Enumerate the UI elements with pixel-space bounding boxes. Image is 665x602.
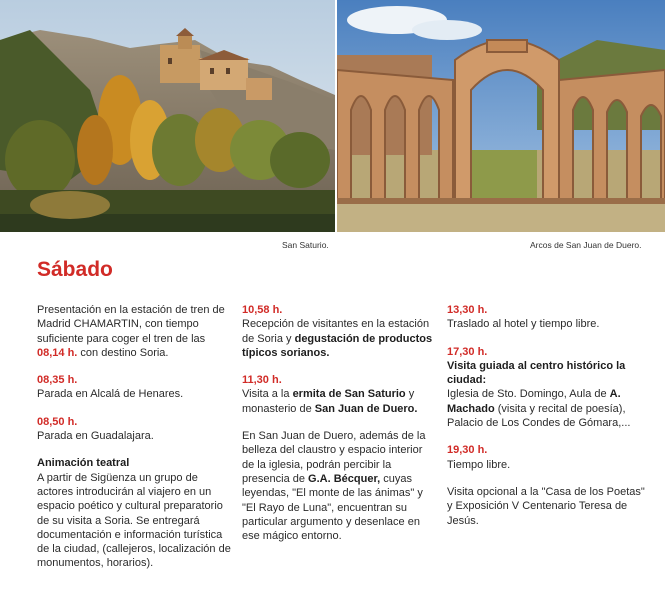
schedule-item — [37, 303, 232, 360]
schedule-text: A partir de Sigüenza un grupo de actores introducirán al viajero en un espacio poético y cultural preparatorio de su visita a Soria. Se entregará documentación e información turística de la ciudad, (callejeros, localización de monumentos, horarios). — [37, 471, 231, 570]
time-label: 08,14 h. — [37, 346, 78, 359]
text-segment: Recepción de visitantes en la estación de Soria y — [242, 318, 430, 345]
text-emphasis: A. Machado — [447, 388, 621, 415]
text-segment: Presentación en la estación de tren de Madrid CHAMARTIN, con tiempo suficiente para coger el tren de las — [37, 304, 225, 345]
san-saturio-photo — [0, 0, 335, 232]
time-label: 08,50 h. — [37, 415, 78, 428]
schedule-text — [37, 303, 232, 360]
schedule-column-1 — [37, 303, 232, 584]
schedule-item — [242, 373, 437, 416]
text-segment: (visita y recital de poesía), Palacio de Los Condes de Gómara,... — [447, 402, 631, 430]
text-emphasis: degustación de productos típicos sorianos. — [242, 332, 433, 359]
schedule-item — [242, 303, 437, 360]
schedule-text: Visita opcional a la "Casa de los Poetas" y Exposición V Centenario Teresa de Jesús. — [447, 485, 645, 527]
section-heading: Animación teatral — [37, 457, 130, 470]
arcos-san-juan-photo — [337, 0, 665, 232]
schedule-text — [242, 387, 437, 416]
text-segment: En San Juan de Duero, además de la belleza del claustro y espacio interior de la iglesia, podrán percibir la presencia de — [242, 430, 426, 485]
schedule-text: Traslado al hotel y tiempo libre. — [447, 318, 600, 331]
text-segment: cuyas leyendas, "El monte de las ánimas" y "El Rayo de Luna", encuentran su particular argumento y desenlace en ese mágico entorno. — [242, 472, 423, 543]
schedule-text: Parada en Alcalá de Henares. — [37, 388, 184, 401]
text-emphasis: ermita de San Saturio — [292, 388, 406, 401]
time-label: 11,30 h. — [242, 374, 282, 387]
schedule-item — [37, 456, 232, 570]
schedule-text — [242, 429, 437, 543]
text-segment: Visita a la — [242, 388, 293, 401]
schedule-text — [242, 317, 437, 360]
time-label: 17,30 h. — [447, 345, 488, 358]
schedule-column-3 — [447, 303, 647, 541]
schedule-item — [242, 429, 437, 543]
schedule-item — [447, 485, 647, 528]
schedule-item — [447, 443, 647, 472]
text-emphasis: Visita guiada al centro histórico la ciudad: — [447, 359, 626, 387]
day-title: Sábado — [37, 258, 113, 281]
text-emphasis: G.A. Bécquer, — [308, 472, 381, 485]
time-label: 13,30 h. — [447, 304, 488, 316]
text-segment: y monasterio de — [242, 388, 415, 415]
schedule-item — [37, 373, 232, 402]
schedule-item — [37, 415, 232, 444]
schedule-text — [447, 387, 647, 430]
text-emphasis: San Juan de Duero. — [314, 402, 418, 415]
schedule-item — [447, 303, 647, 332]
time-label: 08,35 h. — [37, 374, 78, 387]
time-label: 10,58 h. — [242, 304, 283, 316]
caption-san-saturio: San Saturio. — [282, 240, 329, 250]
schedule-column-2 — [242, 303, 437, 556]
caption-arcos-san-juan: Arcos de San Juan de Duero. — [530, 240, 642, 250]
schedule-item — [447, 345, 647, 431]
text-segment: con destino Soria. — [77, 346, 169, 359]
time-label: 19,30 h. — [447, 444, 488, 457]
schedule-text: Tiempo libre. — [447, 458, 511, 471]
text-segment: Iglesia de Sto. Domingo, Aula de — [447, 388, 610, 401]
schedule-text: Parada en Guadalajara. — [37, 430, 154, 443]
